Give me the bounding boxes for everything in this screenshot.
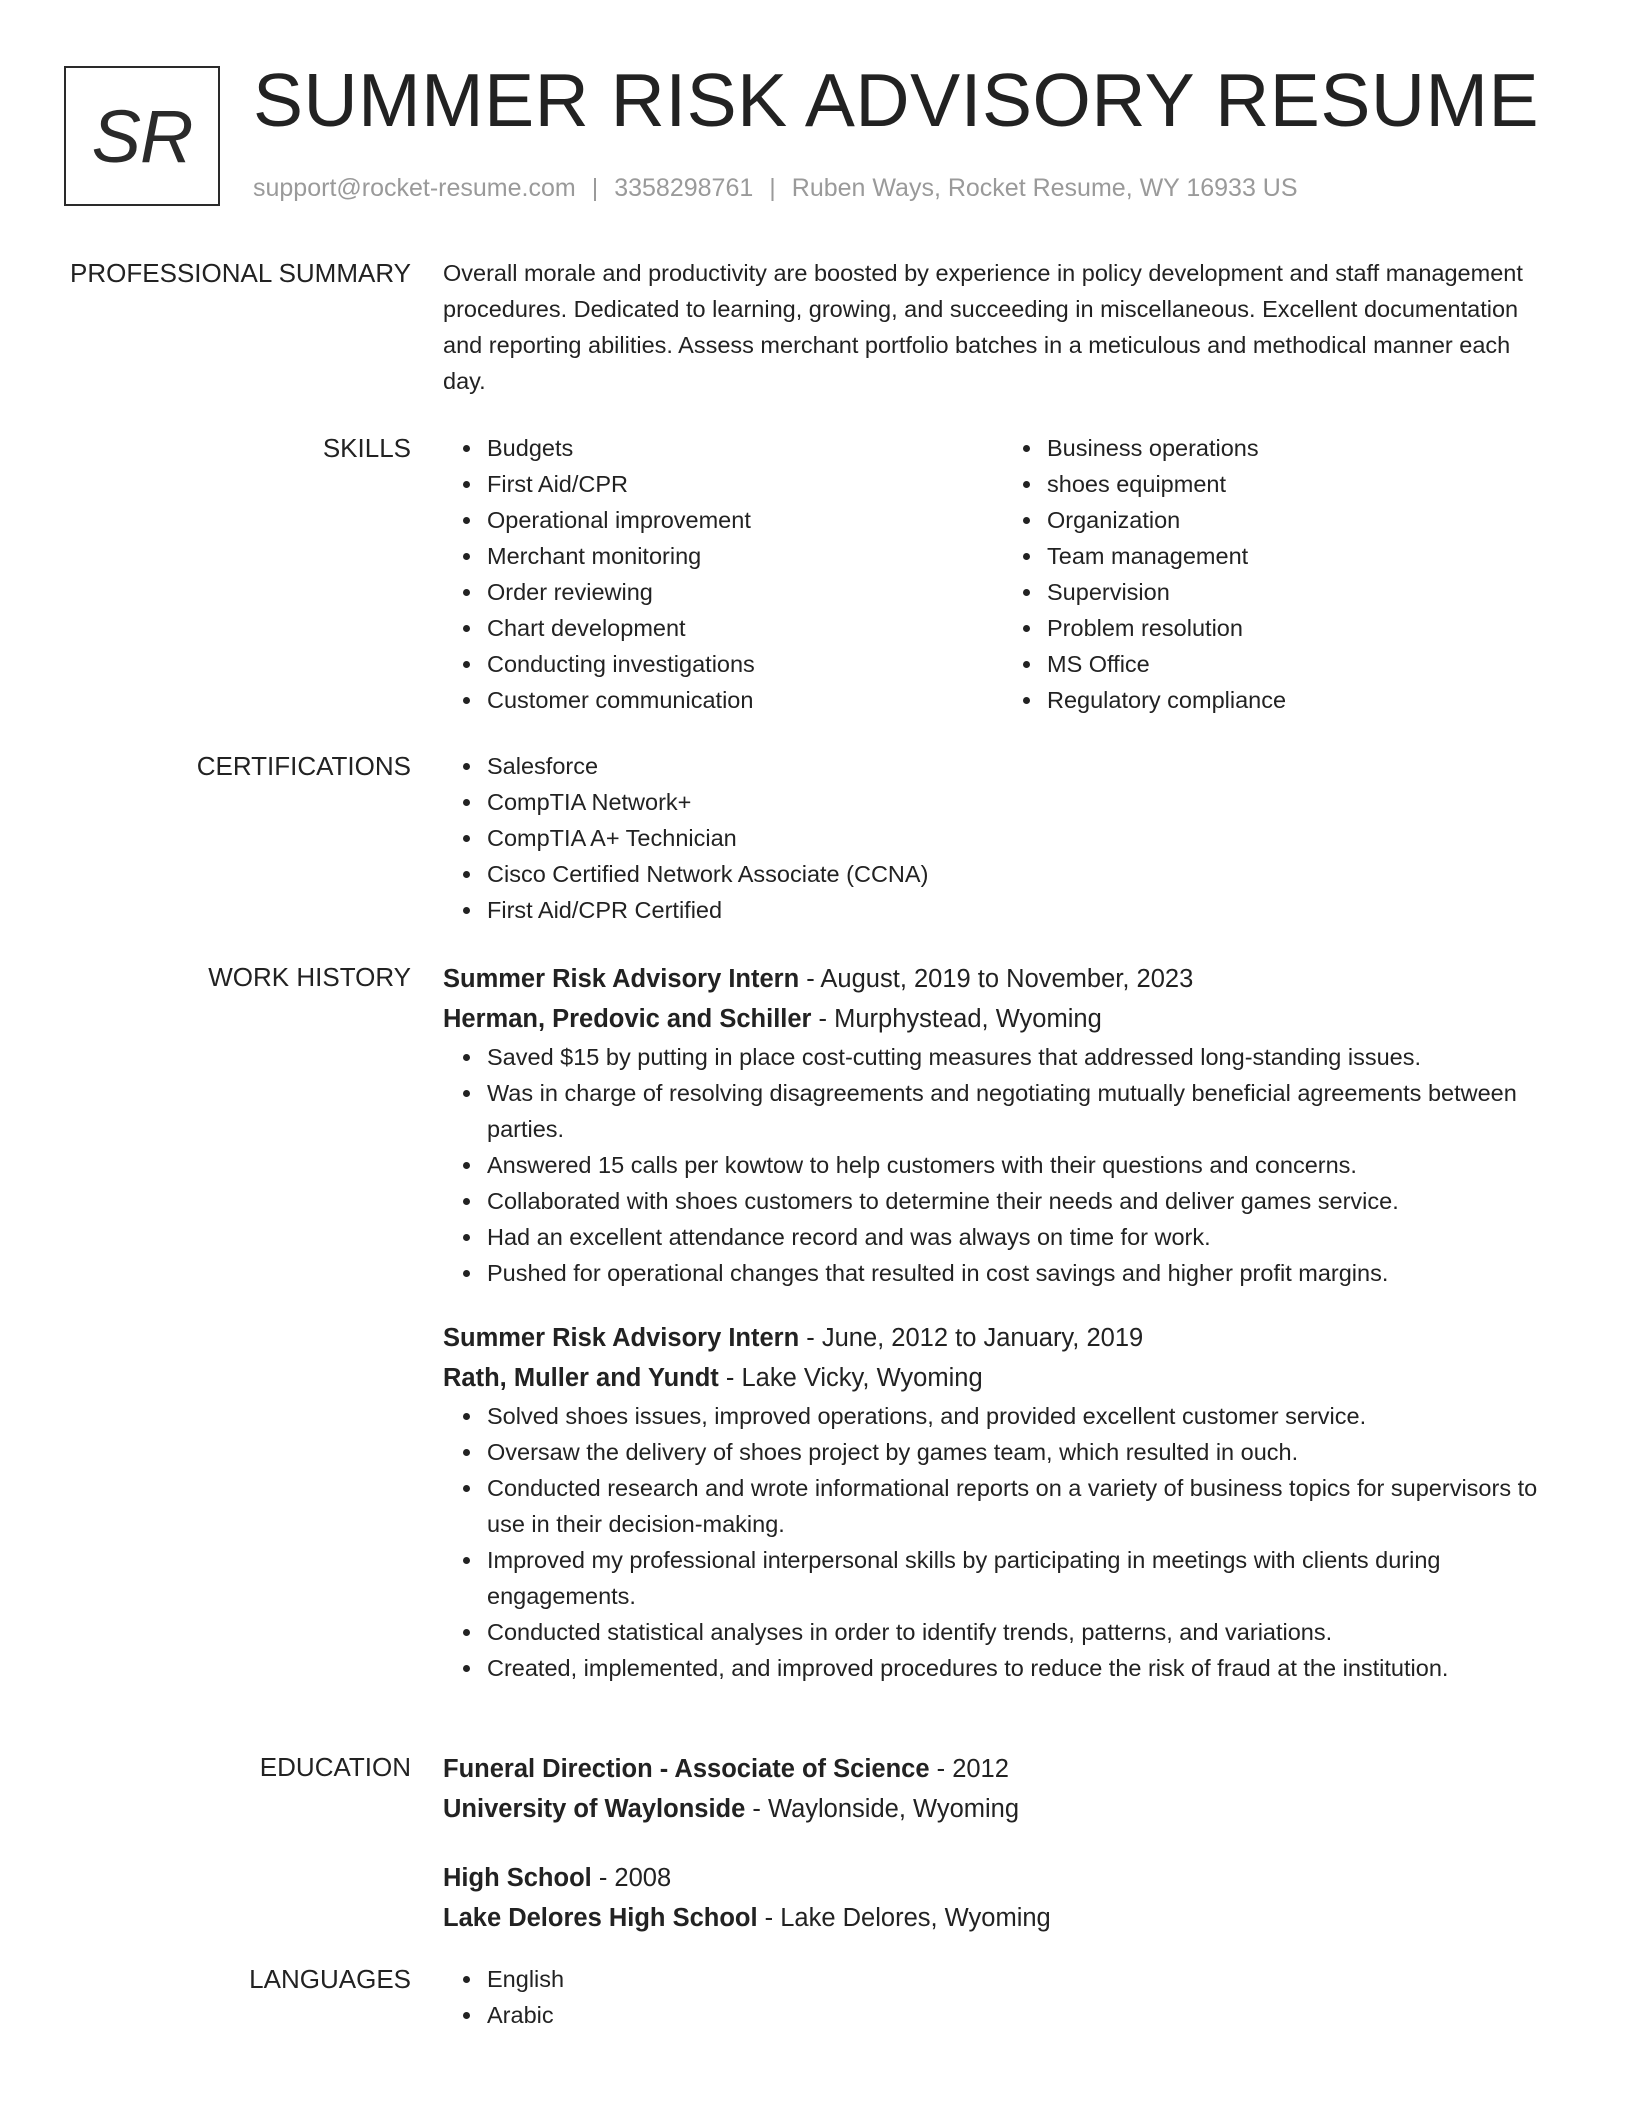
skill-item: Regulatory compliance xyxy=(1047,682,1563,718)
skill-item: Organization xyxy=(1047,502,1563,538)
job-bullet: Created, implemented, and improved procedures to reduce the risk of fraud at the institution. xyxy=(487,1650,1573,1686)
skill-item: Conducting investigations xyxy=(487,646,1003,682)
contact-separator: | xyxy=(769,174,776,202)
skill-item: First Aid/CPR xyxy=(487,466,1003,502)
skills-list-left xyxy=(443,430,1003,718)
contact-address: Ruben Ways, Rocket Resume, WY 16933 US xyxy=(791,174,1298,202)
job-bullet: Oversaw the delivery of shoes project by games team, which resulted in ouch. xyxy=(487,1434,1573,1470)
skill-item: Problem resolution xyxy=(1047,610,1563,646)
education-degree-line xyxy=(443,1858,1563,1898)
skill-item: Business operations xyxy=(1047,430,1563,466)
job-entry xyxy=(443,1318,1573,1686)
section-title-education: EDUCATION xyxy=(259,1752,411,1782)
job-company: Rath, Muller and Yundt xyxy=(443,1364,719,1392)
job-bullet: Answered 15 calls per kowtow to help customers with their questions and concerns. xyxy=(487,1147,1573,1183)
education-degree: Funeral Direction - Associate of Science xyxy=(443,1755,930,1783)
job-location: - Murphystead, Wyoming xyxy=(811,1005,1102,1033)
contact-email[interactable]: support@rocket-resume.com xyxy=(253,174,576,202)
job-bullets xyxy=(443,1039,1573,1291)
section-title-skills: SKILLS xyxy=(322,433,411,463)
job-bullet: Conducted statistical analyses in order to identify trends, patterns, and variations. xyxy=(487,1614,1573,1650)
certifications-list xyxy=(443,748,1563,928)
job-bullet: Collaborated with shoes customers to determine their needs and deliver games service. xyxy=(487,1183,1573,1219)
certification-item: Salesforce xyxy=(487,748,1563,784)
education-year: - 2012 xyxy=(929,1755,1009,1783)
language-item: Arabic xyxy=(487,1997,1563,2033)
summary-text: Overall morale and productivity are boosted by experience in policy development and staff management procedures. Dedicated to learning, growing, and succeeding in miscellaneous. Excellent documentation and reporting abilities. Assess merchant portfolio batches in a meticulous and methodical manner each day. xyxy=(443,260,1523,394)
education-location: - Lake Delores, Wyoming xyxy=(757,1904,1051,1932)
certification-item: Cisco Certified Network Associate (CCNA) xyxy=(487,856,1563,892)
skill-item: shoes equipment xyxy=(1047,466,1563,502)
section-title-summary: PROFESSIONAL SUMMARY xyxy=(70,258,411,288)
skill-item: Order reviewing xyxy=(487,574,1003,610)
section-title-certifications: CERTIFICATIONS xyxy=(196,751,411,781)
contact-separator: | xyxy=(591,174,599,202)
education-location: - Waylonside, Wyoming xyxy=(745,1795,1020,1823)
job-role-line xyxy=(443,959,1573,999)
education-school: Lake Delores High School xyxy=(443,1904,758,1932)
job-bullets xyxy=(443,1398,1573,1686)
section-title-work-history: WORK HISTORY xyxy=(208,962,411,992)
job-company-line xyxy=(443,1358,1573,1398)
job-role-line xyxy=(443,1318,1573,1358)
education-school-line xyxy=(443,1789,1563,1829)
language-item: English xyxy=(487,1961,1563,1997)
certification-item: CompTIA Network+ xyxy=(487,784,1563,820)
certification-item: CompTIA A+ Technician xyxy=(487,820,1563,856)
education-entry xyxy=(443,1749,1563,1829)
resume-title: SUMMER RISK ADVISORY RESUME xyxy=(253,58,1540,142)
job-company: Herman, Predovic and Schiller xyxy=(443,1005,812,1033)
skills-list-right xyxy=(1003,430,1563,718)
education-year: - 2008 xyxy=(591,1864,672,1892)
certification-item: First Aid/CPR Certified xyxy=(487,892,1563,928)
job-bullet: Conducted research and wrote informational reports on a variety of business topics for supervisors to use in their decision-making. xyxy=(487,1470,1573,1542)
skill-item: Team management xyxy=(1047,538,1563,574)
contact-line xyxy=(253,173,1298,203)
job-role: Summer Risk Advisory Intern xyxy=(443,965,800,993)
education-entry xyxy=(443,1858,1563,1938)
job-dates: - June, 2012 to January, 2019 xyxy=(799,1324,1144,1352)
job-entry xyxy=(443,959,1573,1291)
skill-item: MS Office xyxy=(1047,646,1563,682)
job-company-line xyxy=(443,999,1573,1039)
section-title-languages: LANGUAGES xyxy=(249,1964,411,1994)
job-dates: - August, 2019 to November, 2023 xyxy=(799,965,1194,993)
job-bullet: Saved $15 by putting in place cost-cutting measures that addressed long-standing issues. xyxy=(487,1039,1573,1075)
education-degree-line xyxy=(443,1749,1563,1789)
skill-item: Supervision xyxy=(1047,574,1563,610)
job-bullet: Had an excellent attendance record and was always on time for work. xyxy=(487,1219,1573,1255)
skill-item: Merchant monitoring xyxy=(487,538,1003,574)
contact-phone[interactable]: 3358298761 xyxy=(614,174,754,202)
job-bullet: Pushed for operational changes that resulted in cost savings and higher profit margins. xyxy=(487,1255,1573,1291)
skill-item: Chart development xyxy=(487,610,1003,646)
skill-item: Customer communication xyxy=(487,682,1003,718)
education-degree: High School xyxy=(443,1864,592,1892)
job-bullet: Was in charge of resolving disagreements and negotiating mutually beneficial agreements between parties. xyxy=(487,1075,1573,1147)
education-school: University of Waylonside xyxy=(443,1795,746,1823)
monogram-logo: SR xyxy=(64,66,220,206)
languages-list xyxy=(443,1961,1563,2033)
skill-item: Budgets xyxy=(487,430,1003,466)
skill-item: Operational improvement xyxy=(487,502,1003,538)
education-school-line xyxy=(443,1898,1563,1938)
job-bullet: Improved my professional interpersonal skills by participating in meetings with clients during engagements. xyxy=(487,1542,1573,1614)
job-bullet: Solved shoes issues, improved operations, and provided excellent customer service. xyxy=(487,1398,1573,1434)
job-role: Summer Risk Advisory Intern xyxy=(443,1324,800,1352)
job-location: - Lake Vicky, Wyoming xyxy=(718,1364,983,1392)
